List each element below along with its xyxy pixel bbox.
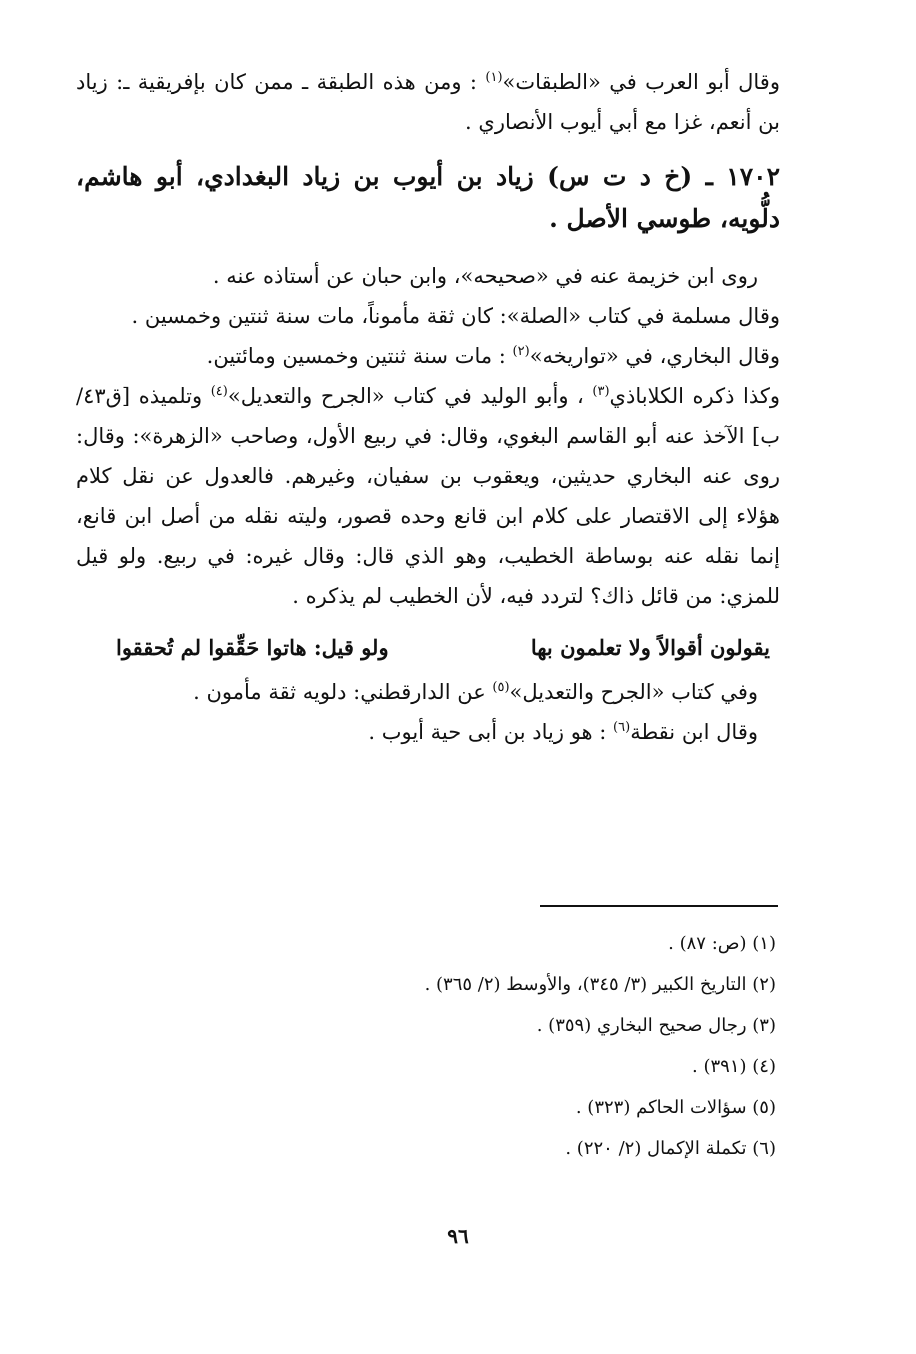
paragraph-maslama: وقال مسلمة في كتاب «الصلة»: كان ثقة مأموناً، مات سنة ثنتين وخمسين .: [131, 304, 780, 328]
paragraph-ibn-nuqta: [76, 712, 780, 752]
paragraph-kalabadhi-text: وكذا ذكره الكلاباذي: [609, 384, 780, 408]
poetry-verse: [76, 628, 780, 668]
intro-text: وقال أبو العرب في «الطبقات»: [502, 70, 780, 94]
footnote-ref-1: (١): [485, 70, 503, 85]
footnote-2: (٢) التاريخ الكبير (٣/ ٣٤٥)، والأوسط (٢/ ٣٦٥) .: [424, 974, 776, 995]
paragraph-daraqutni-text: وفي كتاب «الجرح والتعديل»: [509, 680, 758, 704]
paragraph-ibn-nuqta-rest: : هو زياد بن أبى حية أيوب .: [368, 720, 614, 744]
entry-heading: ١٧٠٢ ـ (خ د ت س) زياد بن أيوب بن زياد البغدادي، أبو هاشم، دلُّويه، طوسي الأصل .: [76, 162, 780, 233]
footnote-4: (٤) (٣٩١) .: [692, 1056, 776, 1077]
footnote-ref-5: (٥): [492, 680, 510, 695]
footnotes: [100, 923, 776, 1169]
paragraph-kalabadhi-rest: وتلميذه [ق٤٣/ب] الآخذ عنه أبو القاسم البغوي، وقال: في ربيع الأول، وصاحب «الزهرة»: وقال: روى عنه البخاري حديثين، ويعقوب بن سفيان، وغيرهم. فالعدول عن نقل كلام هؤلاء إلى الاقتصار على كلام ابن قانع وحده قصور، وليته نقله من أصل ابن قانع، إنما نقله عنه بوساطة الخطيب، وهو الذي قال: وقال غيره: في ربيع. ولو قيل للمزي: من قائل ذاك؟ لتردد فيه، لأن الخطيب لم يذكره .: [76, 384, 780, 608]
footnote-3: (٣) رجال صحيح البخاري (٣٥٩) .: [536, 1015, 776, 1036]
paragraph-ibn-nuqta-text: وقال ابن نقطة: [630, 720, 758, 744]
footnote-ref-4: (٤): [210, 384, 228, 399]
paragraph-kalabadhi: [76, 376, 780, 616]
intro-text-rest: : ومن هذه الطبقة ـ ممن كان بإفريقية ـ: زياد بن أنعم، غزا مع أبي أيوب الأنصاري .: [76, 70, 780, 134]
verse-first-hemistich: يقولون أقوالاً ولا تعلمون بها: [530, 635, 770, 660]
page-number: ٩٦: [447, 1224, 469, 1248]
paragraph-bukhari-rest: : مات سنة ثنتين وخمسين ومائتين.: [206, 344, 513, 368]
verse-second-hemistich: ولو قيل: هاتوا حَقِّقوا لم تُحققوا: [116, 635, 389, 660]
paragraph-bukhari-text: وقال البخاري، في «تواريخه»: [529, 344, 780, 368]
paragraph-ibn-khuzayma: روى ابن خزيمة عنه في «صحيحه»، وابن حبان عن أستاذه عنه .: [212, 264, 758, 288]
paragraph-daraqutni: [76, 672, 780, 712]
intro-paragraph: [76, 62, 780, 142]
paragraph-kalabadhi-mid: ، وأبو الوليد في كتاب «الجرح والتعديل»: [227, 384, 593, 408]
paragraph-daraqutni-rest: عن الدارقطني: دلويه ثقة مأمون .: [193, 680, 493, 704]
footnote-ref-6: (٦): [613, 720, 631, 735]
footnote-ref-3: (٣): [592, 384, 610, 399]
footnote-separator: [540, 905, 778, 907]
footnote-5: (٥) سؤالات الحاكم (٣٢٣) .: [575, 1097, 776, 1118]
footnote-ref-2: (٢): [512, 344, 530, 359]
paragraph-bukhari: [76, 336, 780, 376]
footnote-6: (٦) تكملة الإكمال (٢/ ٢٢٠) .: [565, 1138, 776, 1159]
footnote-1: (١) (ص: ٨٧) .: [668, 933, 776, 954]
main-text: [76, 62, 780, 752]
